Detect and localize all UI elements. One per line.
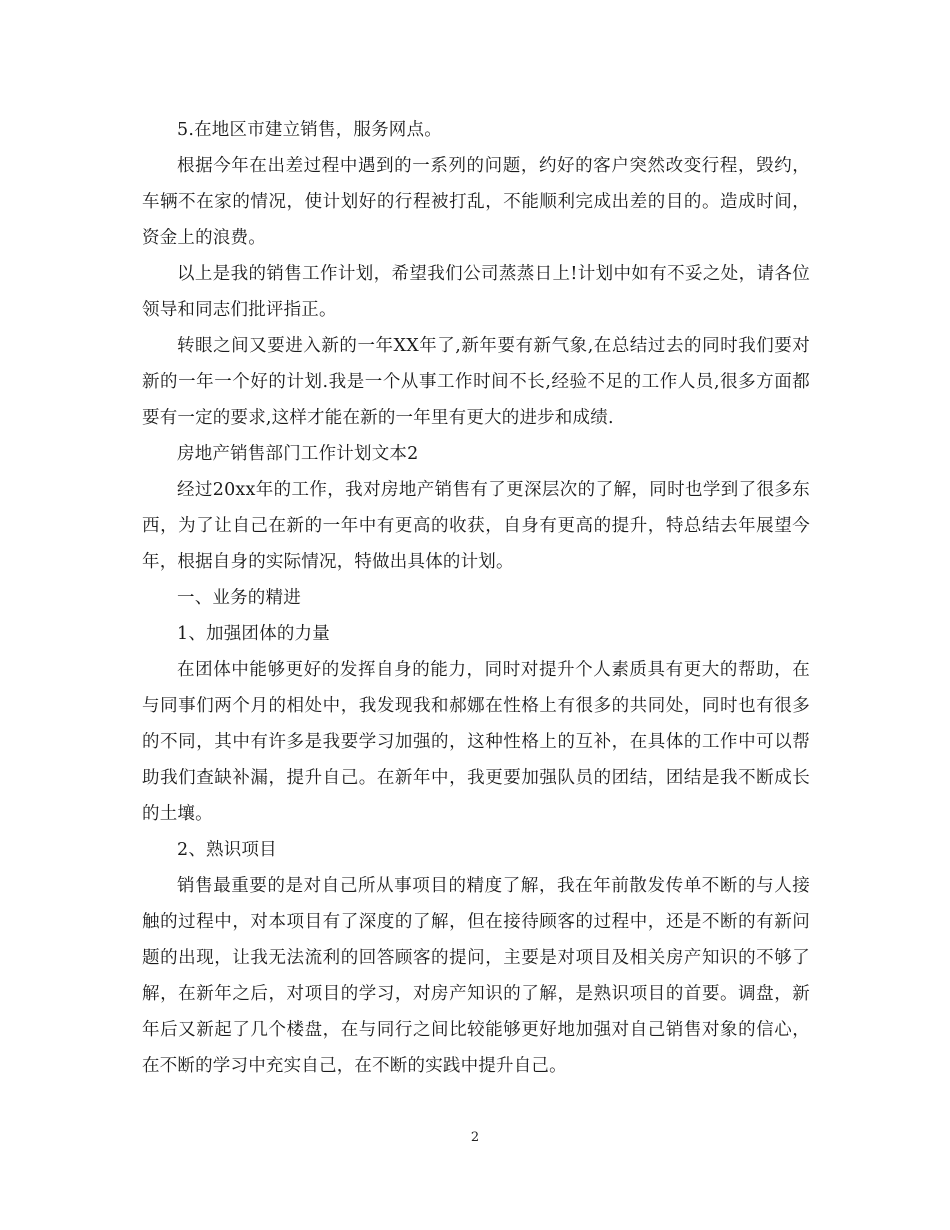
paragraph-know-project: 销售最重要的是对自己所从事项目的精度了解，我在年前散发传单不断的与人接触的过程中，对本项目有了深度的了解，但在接待顾客的过程中，还是不断的有新问题的出现，让我无法流利的回答顾客的提问，主要是对项目及相关房产知识的不够了解，在新年之后，对项目的学习，对房产知识的了解，是熟识项目的首要。调盘，新年后又新起了几个楼盘，在与同行之间比较能够更好地加强对自己销售对象的信心，在不断的学习中充实自己，在不断的实践中提升自己。: [142, 876, 810, 1076]
heading-team-strength: 1、加强团体的力量: [177, 624, 330, 644]
paragraph-plan-closing: 以上是我的销售工作计划，希望我们公司蒸蒸日上!计划中如有不妥之处，请各位领导和同志们批评指正。: [142, 264, 810, 320]
page-number: 2: [470, 1130, 480, 1145]
paragraph-new-year-intro: 转眼之间又要进入新的一年XX年了,新年要有新气象,在总结过去的同时我们要对新的一年一个好的计划.我是一个从事工作时间不长,经验不足的工作人员,很多方面都要有一定的要求,这样才能在新的一年里有更大的进步和成绩.: [142, 336, 810, 428]
document-body: [142, 112, 810, 1084]
heading-know-project: 2、熟识项目: [177, 840, 277, 860]
heading-business-improvement: 一、业务的精进: [177, 588, 301, 608]
paragraph-travel-problems: 根据今年在出差过程中遇到的一系列的问题，约好的客户突然改变行程，毁约，车辆不在家的情况，使计划好的行程被打乱，不能顺利完成出差的目的。造成时间，资金上的浪费。: [142, 156, 810, 248]
section-title-plan-2: 房地产销售部门工作计划文本2: [177, 444, 419, 464]
paragraph-team-strength: 在团体中能够更好的发挥自身的能力，同时对提升个人素质具有更大的帮助，在与同事们两个月的相处中，我发现我和郝娜在性格上有很多的共同处，同时也有很多的不同，其中有许多是我要学习加强的，这种性格上的互补，在具体的工作中可以帮助我们查缺补漏，提升自己。在新年中，我更要加强队员的团结，团结是我不断成长的土壤。: [142, 660, 810, 824]
paragraph-service-outlets: 5.在地区市建立销售，服务网点。: [177, 120, 442, 140]
paragraph-year-summary: 经过20xx年的工作，我对房地产销售有了更深层次的了解，同时也学到了很多东西，为了让自己在新的一年中有更高的收获，自身有更高的提升，特总结去年展望今年，根据自身的实际情况，特做出具体的计划。: [142, 480, 810, 572]
